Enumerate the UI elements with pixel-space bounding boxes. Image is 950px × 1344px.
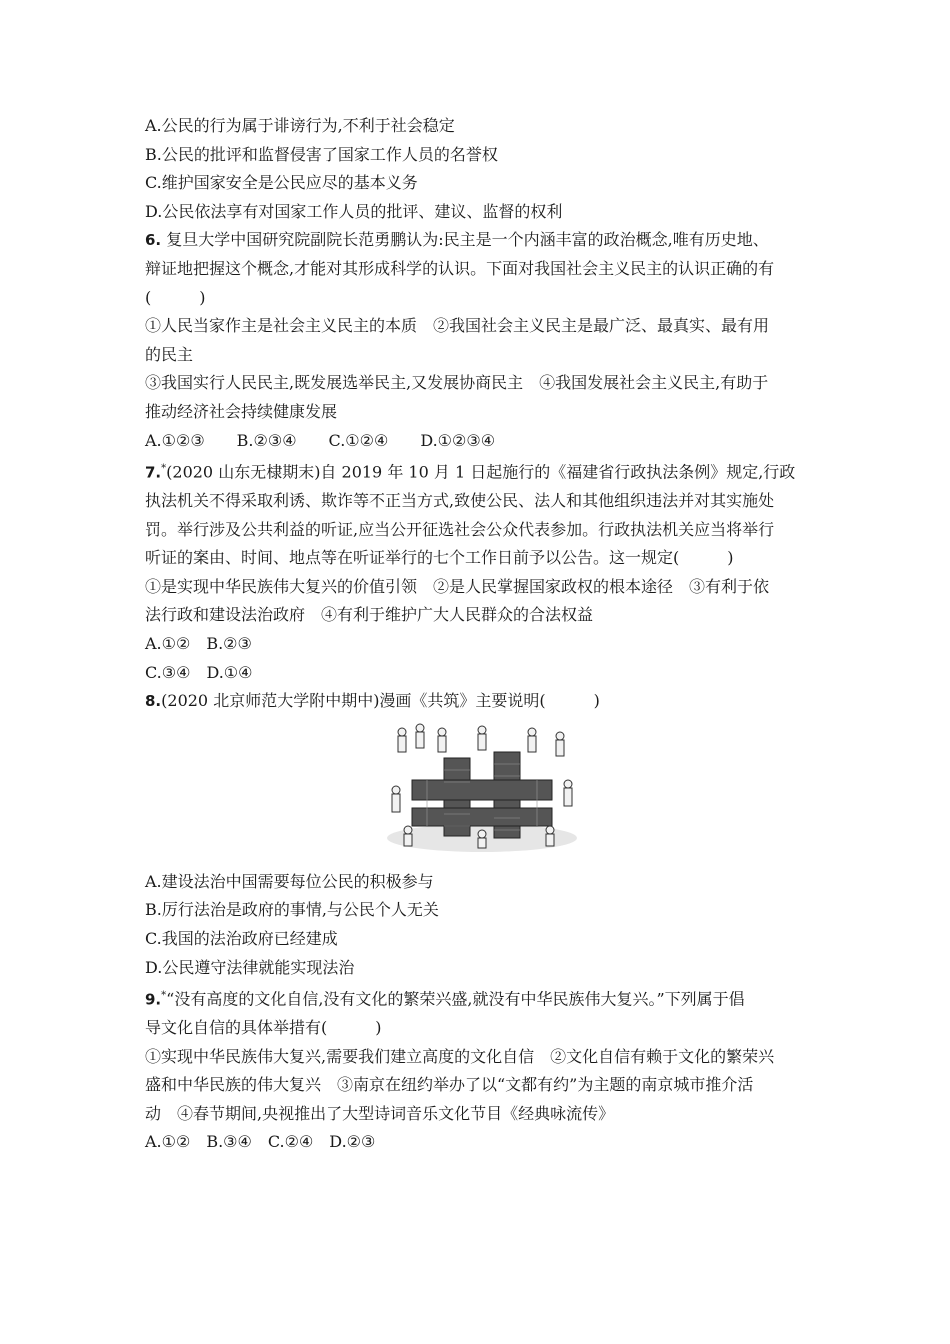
q8-option-b[interactable]: B.厉行法治是政府的事情,与公民个人无关	[145, 900, 439, 920]
q5-option-b[interactable]: B.公民的批评和监督侵害了国家工作人员的名誉权	[145, 144, 498, 164]
q7-options-row-1[interactable]: A.①② B.②③	[145, 634, 252, 654]
q6-statement-line-4: 推动经济社会持续健康发展	[145, 401, 338, 421]
q9-statement-line-2: 盛和中华民族的伟大复兴 ③南京在纽约举办了以“文都有约”为主题的南京城市推介活	[145, 1075, 754, 1095]
q8-option-c[interactable]: C.我国的法治政府已经建成	[145, 928, 338, 948]
q7-number: 7.	[145, 463, 162, 482]
q8-stem: 8.(2020 北京师范大学附中期中)漫画《共筑》主要说明( )	[145, 691, 600, 711]
q6-answer-blank: ( )	[145, 287, 206, 307]
q5-option-c[interactable]: C.维护国家安全是公民应尽的基本义务	[145, 173, 418, 193]
q7-stem-line-3: 罚。举行涉及公共利益的听证,应当公开征选社会公众代表参加。行政执法机关应当将举行	[145, 519, 775, 539]
q9-stem-line-2: 导文化自信的具体举措有( )	[145, 1018, 382, 1038]
q5-option-d[interactable]: D.公民依法享有对国家工作人员的批评、建议、监督的权利	[145, 201, 563, 221]
q6-statement-line-2: 的民主	[145, 344, 194, 364]
q7-options-row-2[interactable]: C.③④ D.①④	[145, 662, 253, 682]
q7-star: *	[161, 463, 167, 475]
q8-number: 8.	[145, 692, 162, 711]
q7-statement-line-1: ①是实现中华民族伟大复兴的价值引领 ②是人民掌握国家政权的根本途径 ③有利于依	[145, 576, 770, 596]
q6-number: 6.	[145, 231, 162, 250]
q8-option-a[interactable]: A.建设法治中国需要每位公民的积极参与	[145, 871, 434, 891]
cartoon-figure	[145, 718, 815, 860]
q7-stem-line-4: 听证的案由、时间、地点等在听证举行的七个工作日前予以公告。这一规定( )	[145, 548, 734, 568]
q7-stem-line-1: 7.*(2020 山东无棣期末)自 2019 年 10 月 1 日起施行的《福建省行政执法条例》规定,行政	[145, 462, 796, 482]
q9-number: 9.	[145, 990, 162, 1009]
cartoon-illustration	[382, 718, 582, 858]
q9-star: *	[161, 990, 167, 1002]
q9-statement-line-3: 动 ④春节期间,央视推出了大型诗词音乐文化节目《经典咏流传》	[145, 1103, 615, 1123]
question-page	[145, 112, 815, 1157]
q6-options[interactable]: A.①②③ B.②③④ C.①②④ D.①②③④	[145, 430, 496, 450]
q7-stem-line-2: 执法机关不得采取利诱、欺诈等不正当方式,致使公民、法人和其他组织违法并对其实施处	[145, 491, 775, 511]
q6-statement-line-3: ③我国实行人民民主,既发展选举民主,又发展协商民主 ④我国发展社会主义民主,有助于	[145, 373, 769, 393]
q9-statement-line-1: ①实现中华民族伟大复兴,需要我们建立高度的文化自信 ②文化自信有赖于文化的繁荣兴	[145, 1046, 775, 1066]
q6-statement-line-1: ①人民当家作主是社会主义民主的本质 ②我国社会主义民主是最广泛、最真实、最有用	[145, 316, 770, 336]
q9-stem-line-1: 9.*“没有高度的文化自信,没有文化的繁荣兴盛,就没有中华民族伟大复兴。”下列属于倡	[145, 989, 745, 1009]
q7-statement-line-2: 法行政和建设法治政府 ④有利于维护广大人民群众的合法权益	[145, 605, 594, 625]
q9-options[interactable]: A.①② B.③④ C.②④ D.②③	[145, 1132, 376, 1152]
q5-option-a[interactable]: A.公民的行为属于诽谤行为,不利于社会稳定	[145, 116, 455, 135]
q8-option-d[interactable]: D.公民遵守法律就能实现法治	[145, 957, 355, 977]
q6-stem-line-2: 辩证地把握这个概念,才能对其形成科学的认识。下面对我国社会主义民主的认识正确的有	[145, 258, 775, 278]
q6-stem-line-1: 6. 复旦大学中国研究院副院长范勇鹏认为:民主是一个内涵丰富的政治概念,唯有历史地、	[145, 230, 769, 250]
